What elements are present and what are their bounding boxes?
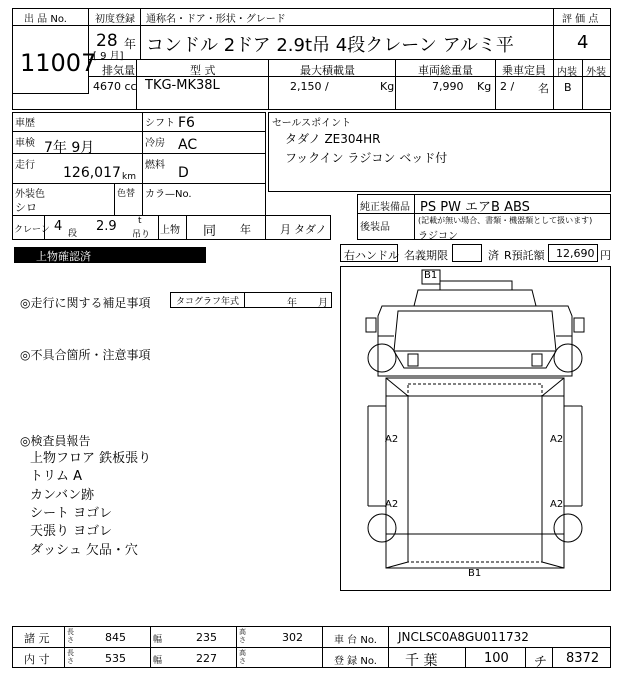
lot-no-label: 出 品 No.	[24, 14, 67, 25]
body-maker: タダノ	[294, 223, 327, 236]
inner-height-label: 高さ	[239, 649, 246, 665]
outer-length: 845	[105, 631, 126, 644]
body-label: 上物	[160, 225, 180, 236]
ext-color-label: 外装色	[15, 189, 45, 200]
wheel-rear-left	[368, 514, 396, 542]
sales-point-1: タダノ ZE304HR	[285, 132, 381, 146]
inner-length-label: 長さ	[67, 649, 74, 665]
defects-label: ◎不具合箇所・注意事項	[20, 348, 151, 362]
outer-height: 302	[282, 631, 303, 644]
ext-color: シロ	[15, 201, 37, 214]
recycle-value: 12,690	[556, 247, 595, 260]
mileage-label: 走行	[15, 160, 35, 171]
inspection-value: 7年 9月	[44, 140, 95, 156]
crane-ton: 2.9	[96, 219, 117, 234]
aftermarket-label: 後装品	[360, 222, 390, 233]
reg-kana: チ	[534, 655, 548, 670]
mileage-unit: km	[122, 172, 136, 182]
crane-stages: 4	[54, 219, 63, 234]
wheel-front-right	[554, 344, 582, 372]
outer-length-label: 長さ	[67, 628, 74, 644]
shift-label: シフト	[145, 118, 175, 129]
tacho-year: 年	[287, 298, 297, 309]
truck-diagram	[340, 266, 611, 591]
first-reg-month: [ 9 月]	[93, 51, 124, 62]
grade: 4	[577, 32, 589, 53]
body-same: 同	[203, 224, 217, 239]
sales-points-label: セールスポイント	[272, 118, 352, 129]
outer-height-label: 高さ	[239, 628, 246, 644]
wheel-front-left	[368, 344, 396, 372]
driving-notes-label: ◎走行に関する補足事項	[20, 296, 151, 310]
fuel-label: 燃料	[145, 160, 165, 171]
year-unit: 年	[124, 37, 137, 51]
reg-class: 100	[484, 651, 509, 666]
recycle-unit: 円	[600, 249, 611, 262]
genuine-label: 純正装備品	[360, 202, 410, 213]
outer-width: 235	[196, 631, 217, 644]
steering: 右ハンドル	[344, 249, 399, 262]
name-change-box	[452, 244, 482, 262]
genuine-value: PS PW エアB ABS	[420, 200, 530, 215]
crane-ton-unit-top: t	[138, 216, 142, 226]
interior-label: 内装	[557, 67, 577, 78]
reg-label: 登 録 No.	[334, 656, 377, 667]
damage-a2-right-top: A2	[550, 434, 564, 445]
crane-ton-unit-bottom: 吊り	[132, 230, 151, 240]
model-name: コンドル 2ドア 2.9t吊 4段クレーン アルミ平	[146, 35, 514, 56]
damage-b1-top: B1	[424, 270, 438, 281]
inspection-label: 車検	[15, 138, 35, 149]
gross-weight-unit: Kg	[477, 80, 492, 93]
body-year-unit: 年	[240, 223, 251, 236]
tacho-month: 月	[318, 298, 328, 309]
model-label: 通称名・ドア・形状・グレード	[146, 14, 286, 25]
inspector-item-2: トリム A	[30, 469, 83, 484]
reg-number: 8372	[566, 651, 600, 666]
ac-label: 冷房	[145, 138, 165, 149]
lot-no: 11007	[20, 49, 97, 77]
model-type: TKG-MK38L	[145, 78, 220, 93]
inspector-item-3: カンバン跡	[30, 488, 95, 503]
aftermarket-note: (記載が無い場合、書類・機器類として扱います)	[418, 216, 593, 225]
displacement-label: 排気量	[102, 64, 135, 77]
outer-dim-label: 諸 元	[24, 632, 50, 645]
ac-value: AC	[178, 137, 198, 153]
interior-grade: B	[564, 81, 572, 94]
inspector-label: ◎検査員報告	[20, 434, 91, 448]
first-reg-year: 28	[96, 31, 118, 51]
history-label: 車歴	[15, 118, 35, 129]
damage-a2-left-bottom: A2	[385, 499, 399, 510]
crane-stage-unit: 段	[68, 229, 78, 239]
confirm-title: 上物確認済	[36, 250, 91, 263]
exterior-label: 外装	[586, 67, 606, 78]
inner-width-label: 幅	[153, 656, 163, 666]
inspector-item-4: シート ヨゴレ	[30, 506, 113, 521]
max-load-label: 最大積載量	[300, 64, 355, 77]
wheel-rear-right	[554, 514, 582, 542]
inner-length: 535	[105, 652, 126, 665]
body-month: 月	[280, 223, 291, 236]
aftermarket-value: ラジコン	[418, 231, 458, 242]
deck-outline	[386, 378, 564, 568]
capacity-unit: 名	[538, 82, 549, 95]
chassis-label: 車 台 No.	[334, 635, 377, 646]
cab-outline	[378, 306, 572, 376]
chassis-no: JNCLSC0A8GU011732	[398, 630, 529, 644]
capacity-label: 乗車定員	[502, 64, 546, 77]
mileage-value: 126,017	[63, 165, 121, 181]
gross-weight-label: 車両総重量	[418, 64, 473, 77]
name-change-label: 名義期限	[404, 249, 448, 262]
outer-width-label: 幅	[153, 635, 163, 645]
gross-weight: 7,990	[432, 80, 464, 93]
sales-point-2: フックイン ラジコン ベッド付	[285, 151, 448, 165]
capacity: 2 /	[500, 80, 515, 93]
damage-a2-right-bottom: A2	[550, 499, 564, 510]
color-no-label: カラ—No.	[145, 189, 192, 200]
inner-dim-label: 内 寸	[24, 653, 50, 666]
damage-b1-bottom: B1	[468, 568, 482, 579]
max-load: 2,150 /	[290, 80, 329, 93]
max-load-unit: Kg	[380, 80, 395, 93]
inspector-item-5: 天張り ヨゴレ	[30, 524, 113, 539]
inner-width: 227	[196, 652, 217, 665]
fuel-value: D	[178, 165, 189, 181]
displacement: 4670 cc	[93, 80, 137, 93]
recycle-label: R預託額	[504, 249, 545, 262]
grade-label: 評 価 点	[562, 14, 599, 25]
tacho-label: タコグラフ年式	[176, 297, 240, 307]
first-reg-label: 初度登録	[95, 14, 135, 25]
type-label: 型 式	[190, 64, 216, 77]
inspector-item-6: ダッシュ 欠品・穴	[30, 543, 138, 558]
reg-area: 千 葉	[405, 653, 438, 669]
crane-label: クレーン	[14, 225, 50, 235]
color-code-label: 色替	[117, 189, 136, 199]
inspector-item-1: 上物フロア 鉄板張り	[30, 451, 152, 466]
damage-a2-left-top: A2	[385, 434, 399, 445]
recycle-prefix: 済	[488, 249, 499, 262]
shift-value: F6	[178, 115, 195, 131]
